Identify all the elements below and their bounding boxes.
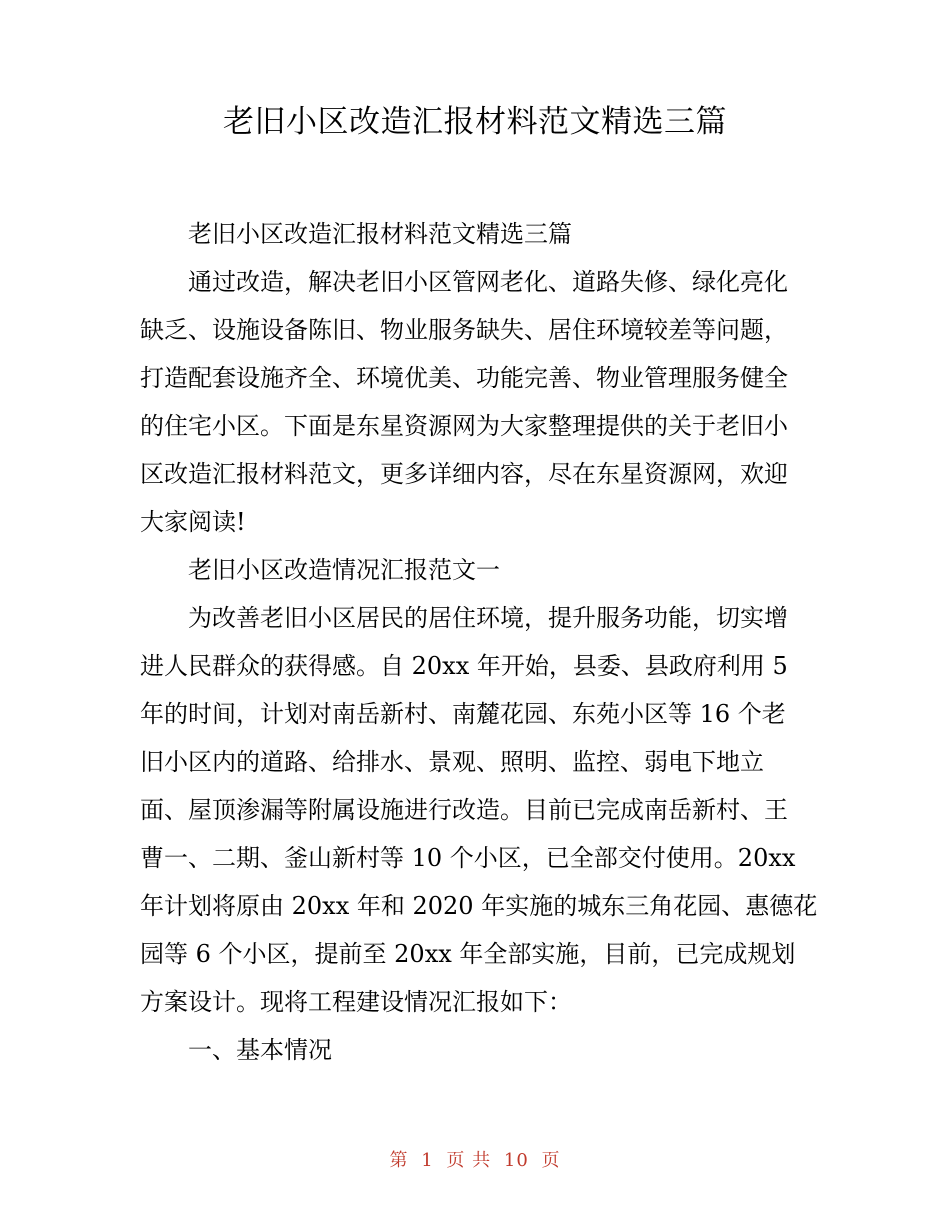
intro-line: 区改造汇报材料范文，更多详细内容，尽在东星资源网，欢迎 [140,460,788,488]
section-line: 曹一、二期、釜山新村等 10 个小区，已全部交付使用。20xx [140,844,796,872]
section-line: 面、屋顶渗漏等附属设施进行改造。目前已完成南岳新村、王 [140,796,788,824]
footer-mid: 页 共 [446,1150,492,1171]
section-heading: 老旧小区改造情况汇报范文一 [188,556,500,584]
document-body [140,210,818,1074]
section-line: 为改善老旧小区居民的居住环境，提升服务功能，切实增 [188,604,788,632]
footer-page-number: 1 [421,1150,434,1171]
section-line: 旧小区内的道路、给排水、景观、照明、监控、弱电下地立 [140,748,764,776]
subtitle: 老旧小区改造汇报材料范文精选三篇 [188,220,572,248]
footer-suffix: 页 [541,1150,561,1171]
section-line: 年的时间，计划对南岳新村、南麓花园、东苑小区等 16 个老 [140,700,786,728]
intro-line: 的住宅小区。下面是东星资源网为大家整理提供的关于老旧小 [140,412,788,440]
section-line: 园等 6 个小区，提前至 20xx 年全部实施，目前，已完成规划 [140,940,796,968]
intro-line: 通过改造，解决老旧小区管网老化、道路失修、绿化亮化 [188,268,788,296]
document-title: 老旧小区改造汇报材料范文精选三篇 [223,104,727,140]
intro-line: 缺乏、设施设备陈旧、物业服务缺失、居住环境较差等问题， [140,316,788,344]
intro-line: 打造配套设施齐全、环境优美、功能完善、物业管理服务健全 [140,364,788,392]
intro-line: 大家阅读! [140,508,246,536]
footer-total-pages: 10 [503,1150,529,1171]
section-line: 年计划将原由 20xx 年和 2020 年实施的城东三角花园、惠德花 [140,892,818,920]
footer-prefix: 第 [389,1150,409,1171]
section-line: 方案设计。现将工程建设情况汇报如下： [140,988,572,1016]
page-footer [0,1148,950,1174]
section-line: 进人民群众的获得感。自 20xx 年开始，县委、县政府利用 5 [140,652,788,680]
subheading: 一、基本情况 [188,1036,332,1064]
